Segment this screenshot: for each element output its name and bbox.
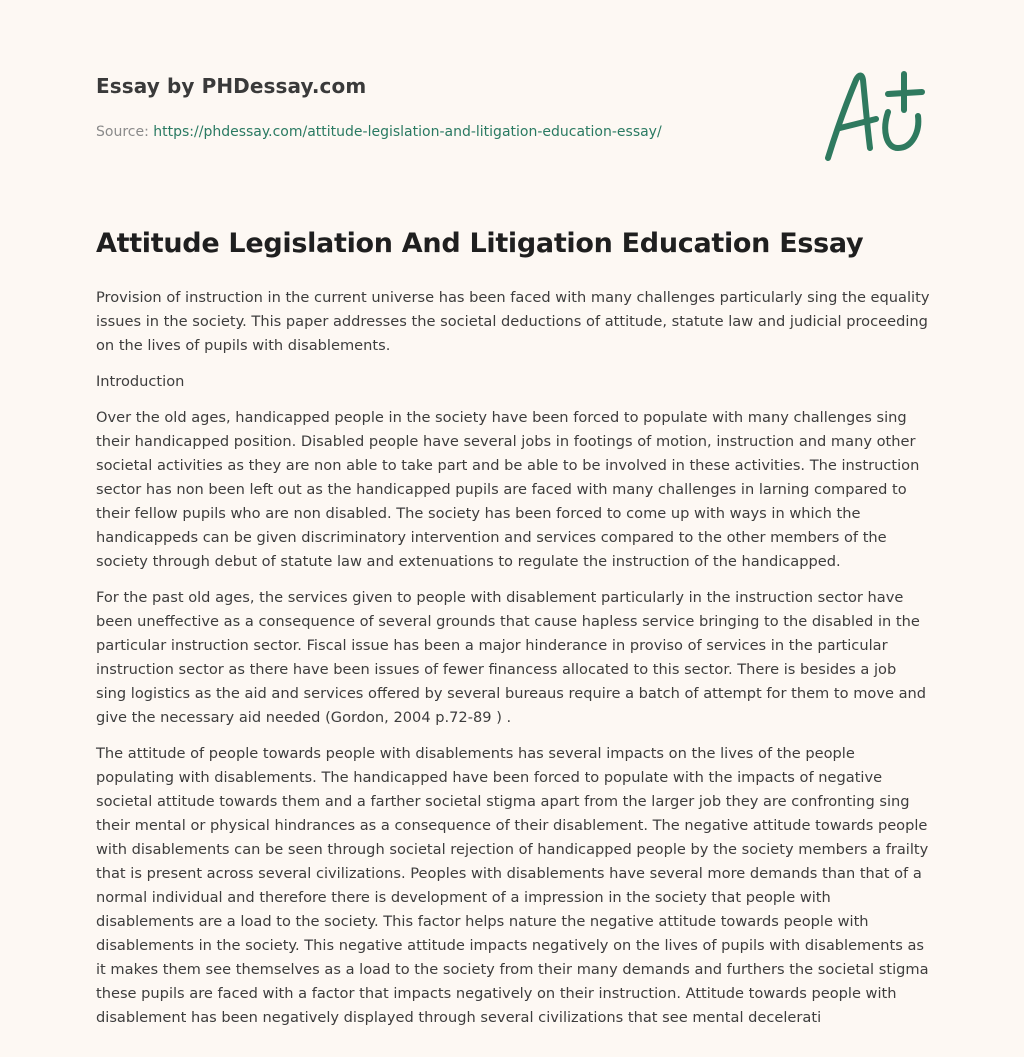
intro-paragraph: Provision of instruction in the current universe has been faced with many challenges particularly sing the equality issues in the society. This paper addresses the societal deductions of attitude, statute law and judicial proceeding on the lives of pupils with disablements. bbox=[96, 289, 930, 354]
source-line bbox=[96, 124, 796, 140]
body-paragraph: Over the old ages, handicapped people in the society have been forced to populate with many challenges sing their handicapped position. Disabled people have several jobs in footings of motion, instruction and many other societal activities as they are non able to take part and be able to be involved in these activities. The instruction sector has non been left out as the handicapped pupils are faced with many challenges in larning compared to their fellow pupils who are non disabled. The society has been forced to come up with ways in which the handicappeds can be given discriminatory intervention and services compared to the other members of the society through debut of statute law and extenuations to regulate the instruction of the handicapped. bbox=[96, 409, 920, 570]
essay-title: Attitude Legislation And Litigation Education Essay bbox=[96, 228, 864, 259]
source-label: Source: bbox=[96, 124, 149, 140]
section-heading: Introduction bbox=[96, 373, 185, 390]
body-paragraph: For the past old ages, the services given to people with disablement particularly in the instruction sector have been uneffective as a consequence of several grounds that cause hapless service bringing to the disabled in the particular instruction sector. Fiscal issue has been a major hinderance in proviso of services in the particular instruction sector as there have been issues of fewer financess allocated to this sector. There is besides a job sing logistics as the aid and services offered by several bureaus require a batch of attempt for them to move and give the necessary aid needed (Gordon, 2004 p.72-89 ) . bbox=[96, 589, 927, 726]
essay-body bbox=[96, 286, 930, 1042]
a-plus-grade-icon bbox=[822, 70, 928, 164]
body-paragraph: The attitude of people towards people with disablements has several impacts on the lives of the people populating with disablements. The handicapped have been forced to populate with the impacts of negative societal attitude towards them and a farther societal stigma apart from the larger job they are confronting sing their mental or physical hindrances as a consequence of their disablement. The negative attitude towards people with disablements can be seen through societal rejection of handicapped people by the society members a frailty that is present across several civilizations. Peoples with disablements have several more demands than that of a normal individual and therefore there is development of a impression in the society that people with disablements are a load to the society. This factor helps nature the negative attitude towards people with disablements in the society. This negative attitude impacts negatively on the lives of pupils with disablements as it makes them see themselves as a load to the society from their many demands and furthers the societal stigma these pupils are faced with a factor that impacts negatively on their instruction. Attitude towards people with disablement has been negatively displayed through several civilizations that see mental decelerati bbox=[96, 745, 929, 1026]
brand-title: Essay by PHDessay.com bbox=[96, 74, 367, 98]
source-link[interactable]: https://phdessay.com/attitude-legislation-and-litigation-education-essay/ bbox=[153, 124, 662, 140]
essay-header bbox=[96, 74, 796, 140]
